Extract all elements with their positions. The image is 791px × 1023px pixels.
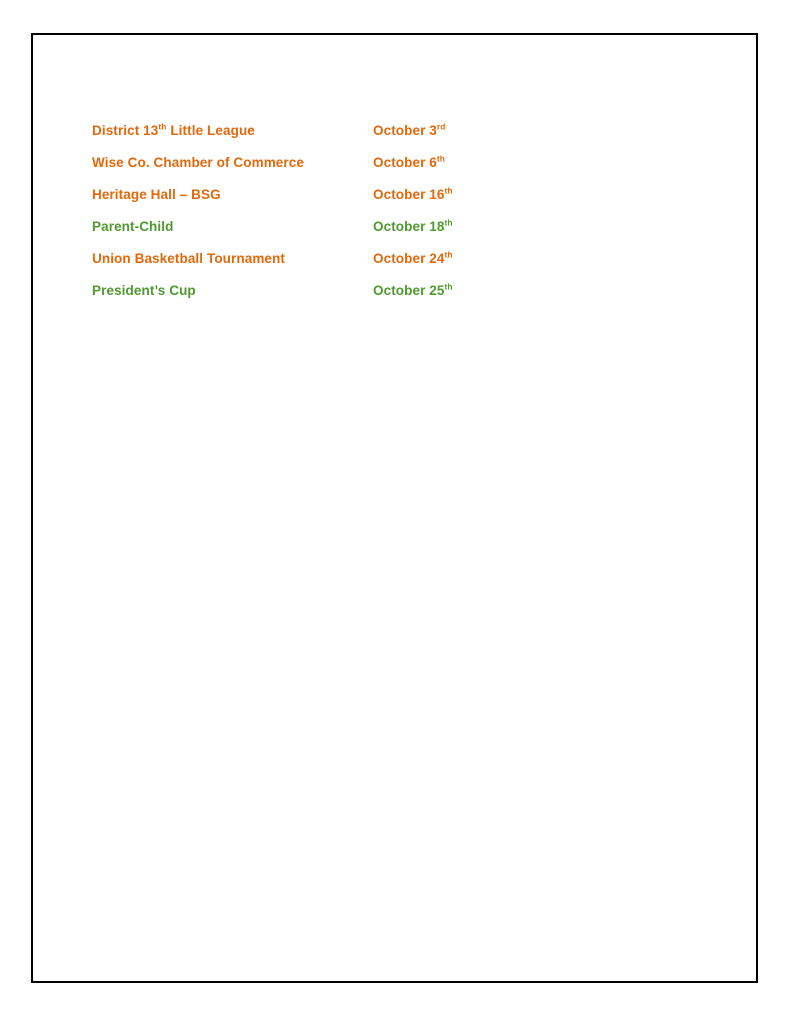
event-row bbox=[92, 187, 692, 219]
event-row bbox=[92, 155, 692, 187]
event-date-text: October 3 bbox=[373, 123, 437, 138]
event-name-text: Heritage Hall – BSG bbox=[92, 187, 221, 202]
event-name-text: Union Basketball Tournament bbox=[92, 251, 285, 266]
document-page bbox=[31, 33, 758, 983]
event-date-text: October 24 bbox=[373, 251, 445, 266]
event-date-ordinal-suffix: th bbox=[444, 249, 453, 260]
event-date bbox=[373, 155, 445, 170]
event-date-ordinal-suffix: th bbox=[444, 185, 453, 196]
event-name-text: President’s Cup bbox=[92, 283, 196, 298]
event-date-text: October 6 bbox=[373, 155, 437, 170]
event-name bbox=[92, 123, 373, 138]
event-row bbox=[92, 251, 692, 283]
event-date-ordinal-suffix: th bbox=[436, 153, 446, 164]
event-name bbox=[92, 283, 373, 298]
event-name-text: Wise Co. Chamber of Commerce bbox=[92, 155, 304, 170]
event-date-text: October 25 bbox=[373, 283, 445, 298]
event-date-ordinal-suffix: rd bbox=[436, 121, 446, 132]
event-date bbox=[373, 283, 453, 298]
event-name bbox=[92, 155, 373, 170]
event-name-text: Parent-Child bbox=[92, 219, 174, 234]
event-date bbox=[373, 187, 453, 202]
event-schedule-list bbox=[92, 123, 692, 315]
event-date bbox=[373, 251, 453, 266]
event-name bbox=[92, 251, 373, 266]
event-date-ordinal-suffix: th bbox=[444, 281, 453, 292]
event-name bbox=[92, 187, 373, 202]
event-row bbox=[92, 219, 692, 251]
event-date-ordinal-suffix: th bbox=[444, 217, 453, 228]
event-date-text: October 16 bbox=[373, 187, 445, 202]
event-name-text-tail: Little League bbox=[166, 123, 255, 138]
event-name-text: District 13 bbox=[92, 123, 159, 138]
event-row bbox=[92, 123, 692, 155]
event-name-ordinal-suffix: th bbox=[158, 121, 167, 132]
event-date bbox=[373, 219, 453, 234]
event-row bbox=[92, 283, 692, 315]
event-date bbox=[373, 123, 445, 138]
event-name bbox=[92, 219, 373, 234]
event-date-text: October 18 bbox=[373, 219, 445, 234]
